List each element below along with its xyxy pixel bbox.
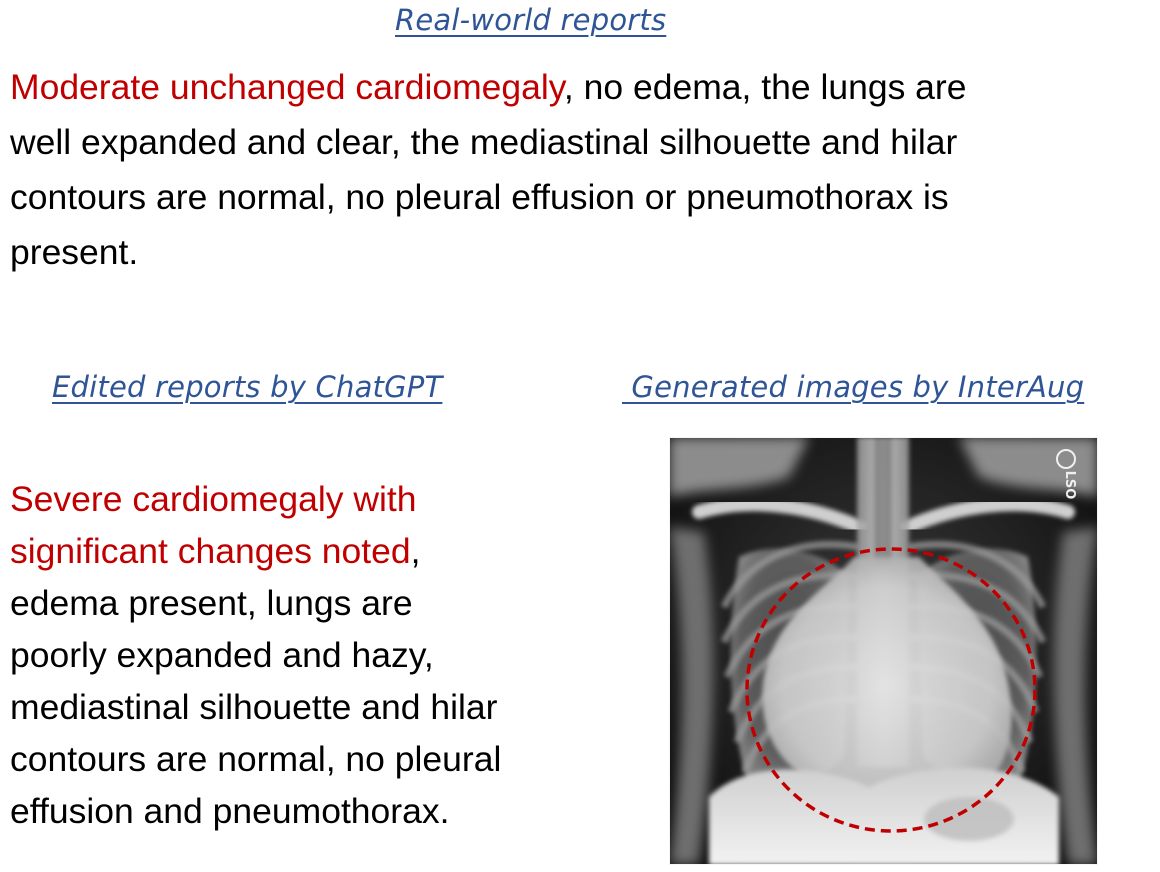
real-report-line-3: contours are normal, no pleural effusion or pneumothorax is xyxy=(10,177,949,217)
real-report-line-1-rest: , no edema, the lungs are xyxy=(563,67,967,107)
edited-reports-heading: Edited reports by ChatGPT xyxy=(52,370,443,404)
edited-report-line-3: edema present, lungs are xyxy=(10,583,413,623)
edited-report-line-7: effusion and pneumothorax. xyxy=(10,791,450,831)
real-report-line-2: well expanded and clear, the mediastinal silhouette and hilar xyxy=(10,122,958,162)
generated-images-heading: Generated images by InterAug xyxy=(622,370,1085,404)
real-report-highlight: Moderate unchanged cardiomegaly xyxy=(10,67,564,107)
real-world-reports-heading: Real-world reports xyxy=(395,3,667,37)
edited-report-text xyxy=(10,473,501,837)
real-report-line-1 xyxy=(10,60,967,115)
edited-report-line-6: contours are normal, no pleural xyxy=(10,739,502,779)
edited-report-highlight-line-2: significant changes noted xyxy=(10,531,411,571)
diaphragm xyxy=(709,768,1059,865)
edited-report-line-4: poorly expanded and hazy, xyxy=(10,635,434,675)
edited-report-line-2-rest: , xyxy=(410,531,421,571)
real-report-line-4: present. xyxy=(10,232,139,272)
svg-text:LSO: LSO xyxy=(1062,470,1077,500)
edited-report-line-2 xyxy=(10,525,501,577)
edited-report-highlight-line-1: Severe cardiomegaly with xyxy=(10,479,417,519)
real-world-report-text xyxy=(10,60,967,280)
edited-report-line-5: mediastinal silhouette and hilar xyxy=(10,687,498,727)
chest-xray-graphic xyxy=(669,437,1098,865)
generated-chest-xray-image xyxy=(669,437,1098,865)
